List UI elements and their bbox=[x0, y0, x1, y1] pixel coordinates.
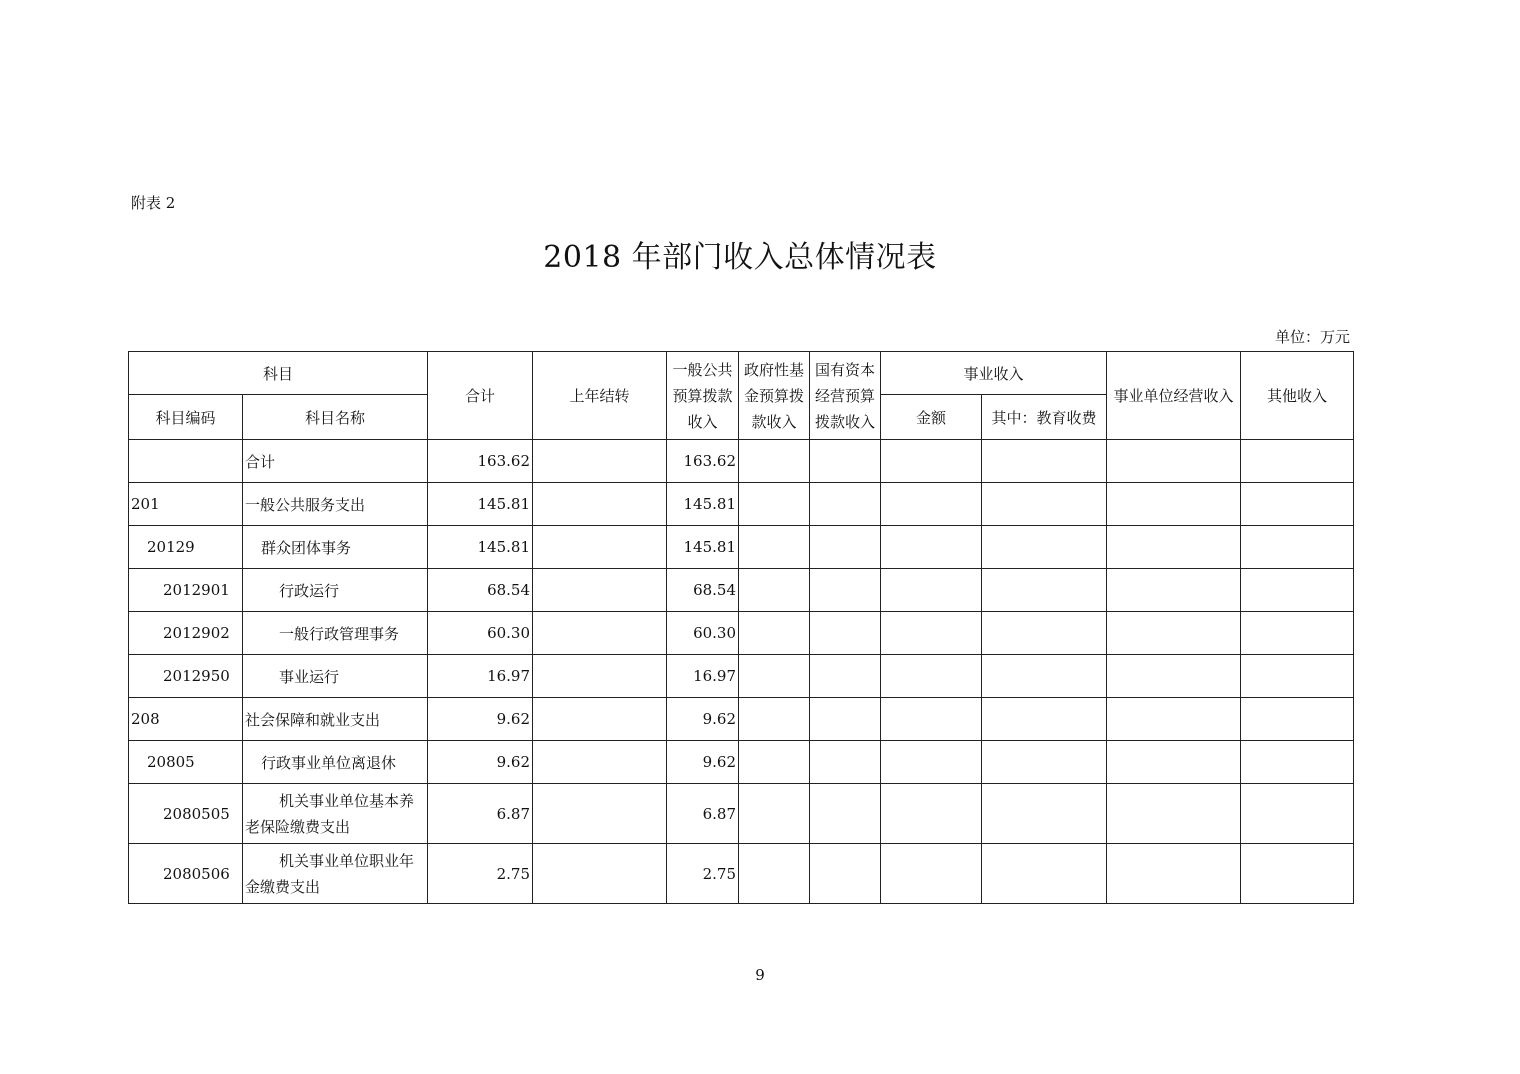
cell-code: 2080505 bbox=[129, 784, 243, 844]
cell-name: 机关事业单位职业年金缴费支出 bbox=[243, 844, 428, 904]
cell-carryover bbox=[533, 483, 667, 526]
cell-total: 60.30 bbox=[428, 612, 533, 655]
table-row bbox=[129, 698, 1354, 741]
cell-name: 机关事业单位基本养老保险缴费支出 bbox=[243, 784, 428, 844]
cell-code: 20129 bbox=[129, 526, 243, 569]
cell-carryover bbox=[533, 784, 667, 844]
cell-empty bbox=[1107, 655, 1241, 698]
cell-carryover bbox=[533, 741, 667, 784]
table-row bbox=[129, 741, 1354, 784]
cell-empty bbox=[982, 741, 1107, 784]
table-row bbox=[129, 569, 1354, 612]
cell-empty bbox=[881, 569, 982, 612]
cell-empty bbox=[982, 844, 1107, 904]
cell-empty bbox=[982, 698, 1107, 741]
table-row bbox=[129, 844, 1354, 904]
cell-name: 群众团体事务 bbox=[243, 526, 428, 569]
cell-empty bbox=[810, 483, 881, 526]
page-title: 2018 年部门收入总体情况表 bbox=[543, 240, 937, 275]
cell-empty bbox=[810, 844, 881, 904]
appendix-label: 附表 2 bbox=[131, 194, 176, 212]
cell-general: 9.62 bbox=[667, 741, 739, 784]
cell-empty bbox=[810, 655, 881, 698]
cell-general: 16.97 bbox=[667, 655, 739, 698]
cell-general: 145.81 bbox=[667, 483, 739, 526]
cell-code: 2012902 bbox=[129, 612, 243, 655]
cell-empty bbox=[739, 698, 810, 741]
cell-code: 201 bbox=[129, 483, 243, 526]
cell-name: 行政事业单位离退休 bbox=[243, 741, 428, 784]
cell-total: 9.62 bbox=[428, 698, 533, 741]
cell-empty bbox=[739, 483, 810, 526]
cell-name: 合计 bbox=[243, 440, 428, 483]
cell-total: 6.87 bbox=[428, 784, 533, 844]
cell-empty bbox=[810, 569, 881, 612]
cell-empty bbox=[1241, 741, 1354, 784]
header-carryover: 上年结转 bbox=[533, 352, 667, 440]
cell-total: 145.81 bbox=[428, 526, 533, 569]
cell-carryover bbox=[533, 526, 667, 569]
cell-empty bbox=[1241, 655, 1354, 698]
cell-code bbox=[129, 440, 243, 483]
cell-general: 60.30 bbox=[667, 612, 739, 655]
header-other-income: 其他收入 bbox=[1241, 352, 1354, 440]
cell-empty bbox=[810, 741, 881, 784]
header-total: 合计 bbox=[428, 352, 533, 440]
cell-carryover bbox=[533, 440, 667, 483]
cell-name: 一般公共服务支出 bbox=[243, 483, 428, 526]
cell-carryover bbox=[533, 655, 667, 698]
header-subject-code: 科目编码 bbox=[129, 395, 243, 440]
header-business-income: 事业收入 bbox=[881, 352, 1107, 395]
table-row bbox=[129, 483, 1354, 526]
cell-empty bbox=[881, 483, 982, 526]
header-subject-name: 科目名称 bbox=[243, 395, 428, 440]
cell-empty bbox=[1241, 483, 1354, 526]
cell-empty bbox=[881, 612, 982, 655]
unit-label: 单位：万元 bbox=[1274, 328, 1350, 346]
cell-empty bbox=[739, 784, 810, 844]
cell-carryover bbox=[533, 698, 667, 741]
cell-total: 2.75 bbox=[428, 844, 533, 904]
cell-empty bbox=[1107, 526, 1241, 569]
cell-empty bbox=[982, 440, 1107, 483]
header-amount: 金额 bbox=[881, 395, 982, 440]
cell-empty bbox=[739, 569, 810, 612]
cell-code: 2012950 bbox=[129, 655, 243, 698]
cell-empty bbox=[1241, 844, 1354, 904]
cell-empty bbox=[881, 440, 982, 483]
cell-general: 145.81 bbox=[667, 526, 739, 569]
header-operating-income: 事业单位经营收入 bbox=[1107, 352, 1241, 440]
cell-empty bbox=[982, 784, 1107, 844]
cell-name: 社会保障和就业支出 bbox=[243, 698, 428, 741]
cell-empty bbox=[1107, 698, 1241, 741]
cell-code: 2012901 bbox=[129, 569, 243, 612]
cell-empty bbox=[1107, 483, 1241, 526]
cell-empty bbox=[1241, 698, 1354, 741]
cell-empty bbox=[739, 741, 810, 784]
table-row bbox=[129, 526, 1354, 569]
cell-empty bbox=[739, 612, 810, 655]
cell-general: 163.62 bbox=[667, 440, 739, 483]
cell-empty bbox=[1241, 612, 1354, 655]
cell-empty bbox=[739, 440, 810, 483]
cell-empty bbox=[1107, 569, 1241, 612]
cell-empty bbox=[810, 526, 881, 569]
cell-code: 2080506 bbox=[129, 844, 243, 904]
cell-general: 2.75 bbox=[667, 844, 739, 904]
cell-empty bbox=[739, 655, 810, 698]
cell-name: 一般行政管理事务 bbox=[243, 612, 428, 655]
cell-empty bbox=[1241, 569, 1354, 612]
cell-carryover bbox=[533, 844, 667, 904]
cell-empty bbox=[1241, 526, 1354, 569]
cell-empty bbox=[982, 526, 1107, 569]
cell-total: 16.97 bbox=[428, 655, 533, 698]
cell-empty bbox=[982, 569, 1107, 612]
cell-empty bbox=[881, 844, 982, 904]
cell-empty bbox=[982, 483, 1107, 526]
income-table bbox=[128, 351, 1354, 904]
cell-empty bbox=[810, 698, 881, 741]
cell-total: 9.62 bbox=[428, 741, 533, 784]
cell-total: 163.62 bbox=[428, 440, 533, 483]
cell-empty bbox=[810, 440, 881, 483]
cell-carryover bbox=[533, 569, 667, 612]
header-edu-fee: 其中：教育收费 bbox=[982, 395, 1107, 440]
cell-empty bbox=[881, 655, 982, 698]
cell-name: 事业运行 bbox=[243, 655, 428, 698]
cell-empty bbox=[739, 844, 810, 904]
cell-general: 9.62 bbox=[667, 698, 739, 741]
page-number: 9 bbox=[755, 966, 765, 984]
table-row bbox=[129, 784, 1354, 844]
cell-total: 68.54 bbox=[428, 569, 533, 612]
cell-empty bbox=[881, 741, 982, 784]
cell-empty bbox=[739, 526, 810, 569]
cell-general: 6.87 bbox=[667, 784, 739, 844]
cell-name: 行政运行 bbox=[243, 569, 428, 612]
cell-empty bbox=[810, 784, 881, 844]
header-row-1 bbox=[129, 352, 1354, 395]
cell-empty bbox=[982, 612, 1107, 655]
cell-empty bbox=[1241, 784, 1354, 844]
cell-empty bbox=[1241, 440, 1354, 483]
cell-empty bbox=[881, 526, 982, 569]
cell-empty bbox=[982, 655, 1107, 698]
header-gov-fund: 政府性基金预算拨款收入 bbox=[739, 352, 810, 440]
table-row bbox=[129, 655, 1354, 698]
cell-empty bbox=[1107, 612, 1241, 655]
cell-empty bbox=[881, 784, 982, 844]
header-subject: 科目 bbox=[129, 352, 428, 395]
cell-carryover bbox=[533, 612, 667, 655]
cell-empty bbox=[810, 612, 881, 655]
table-row bbox=[129, 440, 1354, 483]
cell-total: 145.81 bbox=[428, 483, 533, 526]
cell-code: 208 bbox=[129, 698, 243, 741]
header-general-budget: 一般公共预算拨款收入 bbox=[667, 352, 739, 440]
cell-empty bbox=[1107, 741, 1241, 784]
cell-empty bbox=[1107, 784, 1241, 844]
cell-code: 20805 bbox=[129, 741, 243, 784]
cell-empty bbox=[881, 698, 982, 741]
table-row bbox=[129, 612, 1354, 655]
cell-empty bbox=[1107, 844, 1241, 904]
cell-empty bbox=[1107, 440, 1241, 483]
cell-general: 68.54 bbox=[667, 569, 739, 612]
header-state-capital: 国有资本经营预算拨款收入 bbox=[810, 352, 881, 440]
